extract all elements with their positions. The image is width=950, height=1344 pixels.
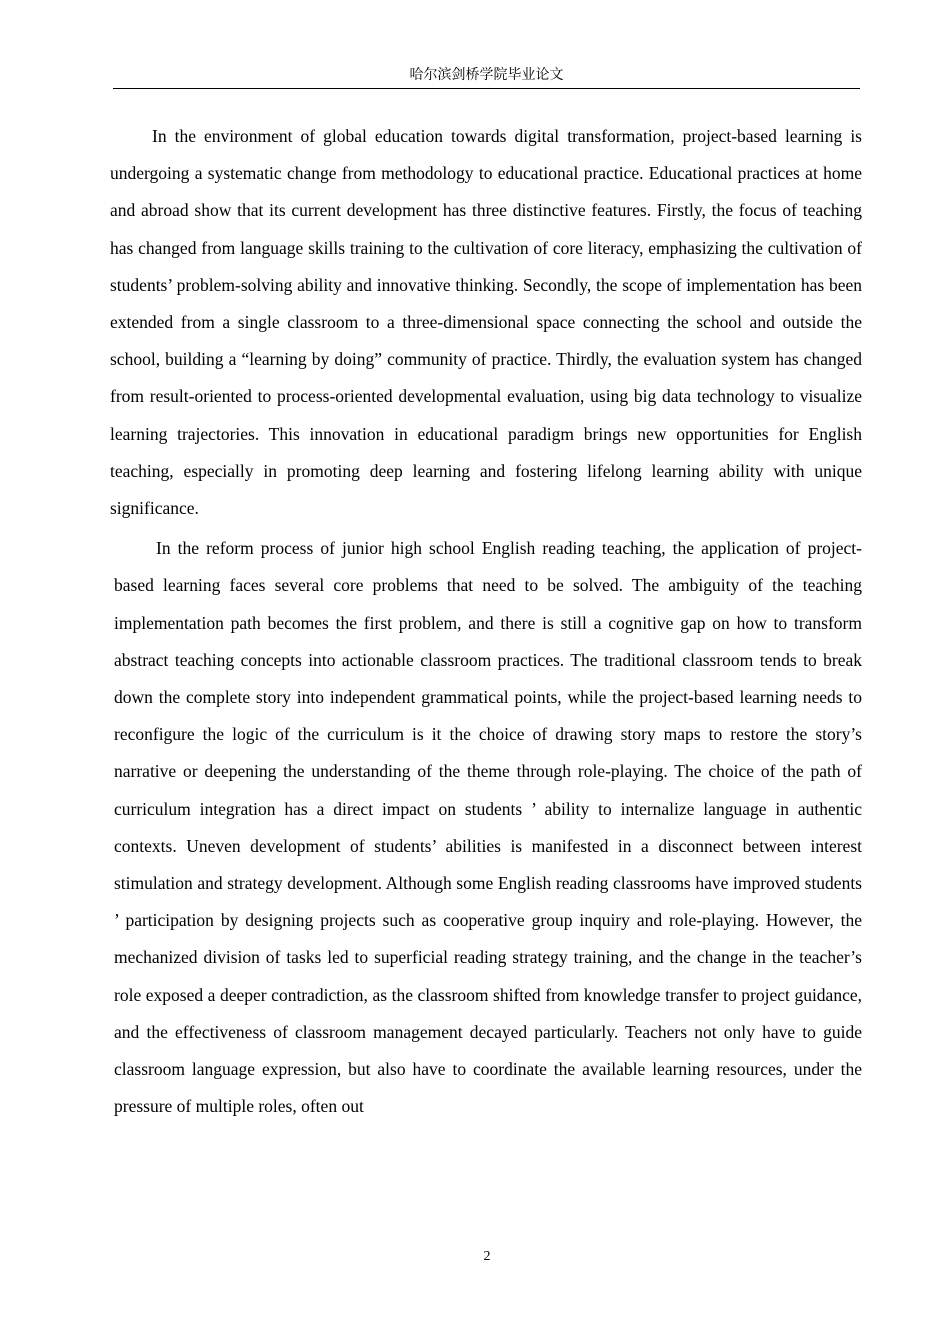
paragraph-1: In the environment of global education towards digital transformation, project-based learning is undergoing a systematic change from methodology to educational practice. Educational practices at home and abroad show that its current development has three distinctive features. Firstly, the focus of teaching has changed from language skills training to the cultivation of core literacy, emphasizing the cultivation of students’ problem-solving ability and innovative thinking. Secondly, the scope of implementation has been extended from a single classroom to a three-dimensional space connecting the school and outside the school, building a “learning by doing” community of practice. Thirdly, the evaluation system has changed from result-oriented to process-oriented developmental evaluation, using big data technology to visualize learning trajectories. This innovation in educational paradigm brings new opportunities for English teaching, especially in promoting deep learning and fostering lifelong learning ability with unique significance. bbox=[110, 126, 862, 519]
body-text bbox=[110, 118, 862, 1125]
page-number: 2 bbox=[483, 1249, 491, 1264]
running-header bbox=[113, 66, 860, 89]
paragraph-2: In the reform process of junior high school English reading teaching, the application of project-based learning faces several core problems that need to be solved. The ambiguity of the teaching implementation path becomes the first problem, and there is still a cognitive gap on how to transform abstract teaching concepts into actionable classroom practices. The traditional classroom tends to break down the complete story into independent grammatical points, while the project-based learning needs to reconfigure the logic of the curriculum is it the choice of drawing story maps to restore the story’s narrative or deepening the understanding of the theme through role-playing. The choice of the path of curriculum integration has a direct impact on students ’ ability to internalize language in authentic contexts. Uneven development of students’ abilities is manifested in a disconnect between interest stimulation and strategy development. Although some English reading classrooms have improved students ’ participation by designing projects such as cooperative group inquiry and role-playing. However, the mechanized division of tasks led to superficial reading strategy training, and the change in the teacher’s role exposed a deeper contradiction, as the classroom shifted from knowledge transfer to project guidance, and the effectiveness of classroom management decayed particularly. Teachers not only have to guide classroom language expression, but also have to coordinate the available learning resources, under the pressure of multiple roles, often out bbox=[114, 538, 862, 1117]
header-title: 哈尔滨剑桥学院毕业论文 bbox=[409, 68, 564, 83]
